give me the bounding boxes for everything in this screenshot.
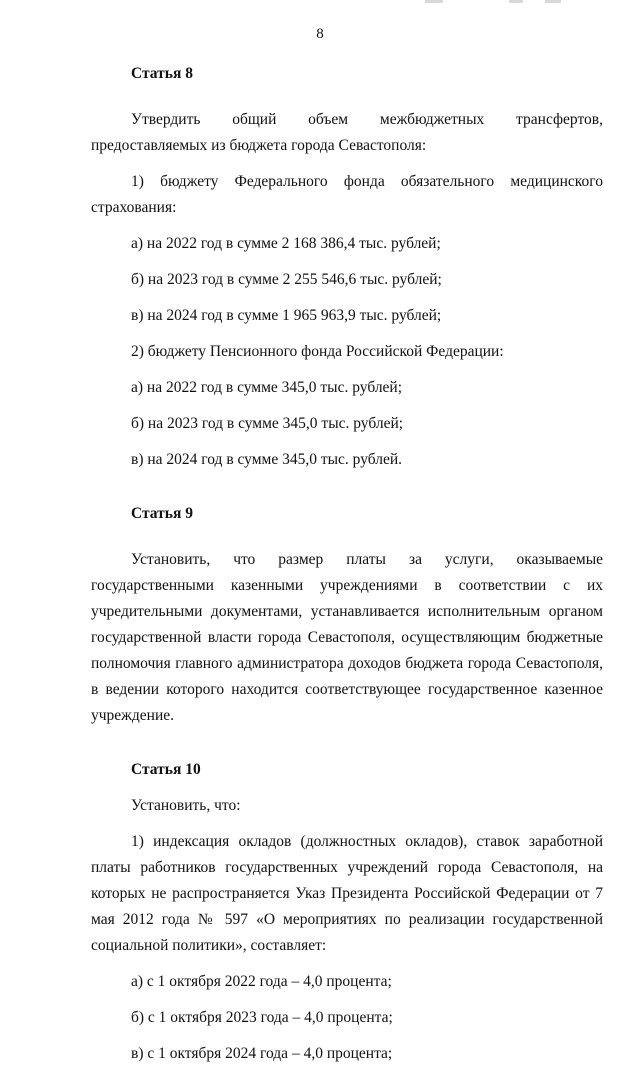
article-8-item-1a: а) на 2022 год в сумме 2 168 386,4 тыс. рублей; bbox=[131, 235, 441, 252]
scan-mark bbox=[509, 0, 523, 3]
article-9-title: Статья 9 bbox=[131, 505, 193, 522]
page-number: 8 bbox=[316, 26, 324, 42]
article-8-item-2c: в) на 2024 год в сумме 345,0 тыс. рублей. bbox=[131, 451, 403, 468]
article-8-item-1c: в) на 2024 год в сумме 1 965 963,9 тыс. рублей; bbox=[131, 307, 442, 324]
scan-mark bbox=[545, 0, 561, 3]
article-10-item-1b: б) с 1 октября 2023 года – 4,0 процента; bbox=[131, 1009, 393, 1026]
article-8-item-2a: а) на 2022 год в сумме 345,0 тыс. рублей; bbox=[131, 379, 403, 396]
article-10-title: Статья 10 bbox=[131, 761, 201, 778]
article-8-item-1b: б) на 2023 год в сумме 2 255 546,6 тыс. рублей; bbox=[131, 271, 442, 288]
article-10-item-1a: а) с 1 октября 2022 года – 4,0 процента; bbox=[131, 973, 392, 990]
document-body bbox=[91, 61, 603, 1067]
article-8-item-1: 1) бюджету Федерального фонда обязательного медицинского страхования: bbox=[91, 173, 603, 216]
scan-mark bbox=[425, 0, 443, 3]
article-10-intro: Установить, что: bbox=[131, 797, 241, 814]
article-9-text: Установить, что размер платы за услуги, оказываемые государственными казенными учреждениями в соответствии с их учредительными документами, устанавливается исполнительным органом государственной власти города Севастополя, осуществляющим бюджетные полномочия главного администратора доходов бюджета города Севастополя, в ведении которого находится соответствующее государственное казенное учреждение. bbox=[91, 551, 603, 724]
article-8-item-2: 2) бюджету Пенсионного фонда Российской Федерации: bbox=[131, 343, 504, 360]
article-8-item-2b: б) на 2023 год в сумме 345,0 тыс. рублей; bbox=[131, 415, 404, 432]
article-10-item-1: 1) индексация окладов (должностных окладов), ставок заработной платы работников государственных учреждений города Севастополя, на которых не распространяется Указ Президента Российской Федерации от 7 мая 2012 года № 597 «О мероприятиях по реализации государственной социальной политики», составляет: bbox=[91, 833, 603, 954]
article-8-intro: Утвердить общий объем межбюджетных трансфертов, предоставляемых из бюджета города Севастополя: bbox=[91, 111, 603, 154]
article-10-item-1c: в) с 1 октября 2024 года – 4,0 процента; bbox=[131, 1045, 393, 1062]
article-8-title: Статья 8 bbox=[131, 65, 193, 82]
